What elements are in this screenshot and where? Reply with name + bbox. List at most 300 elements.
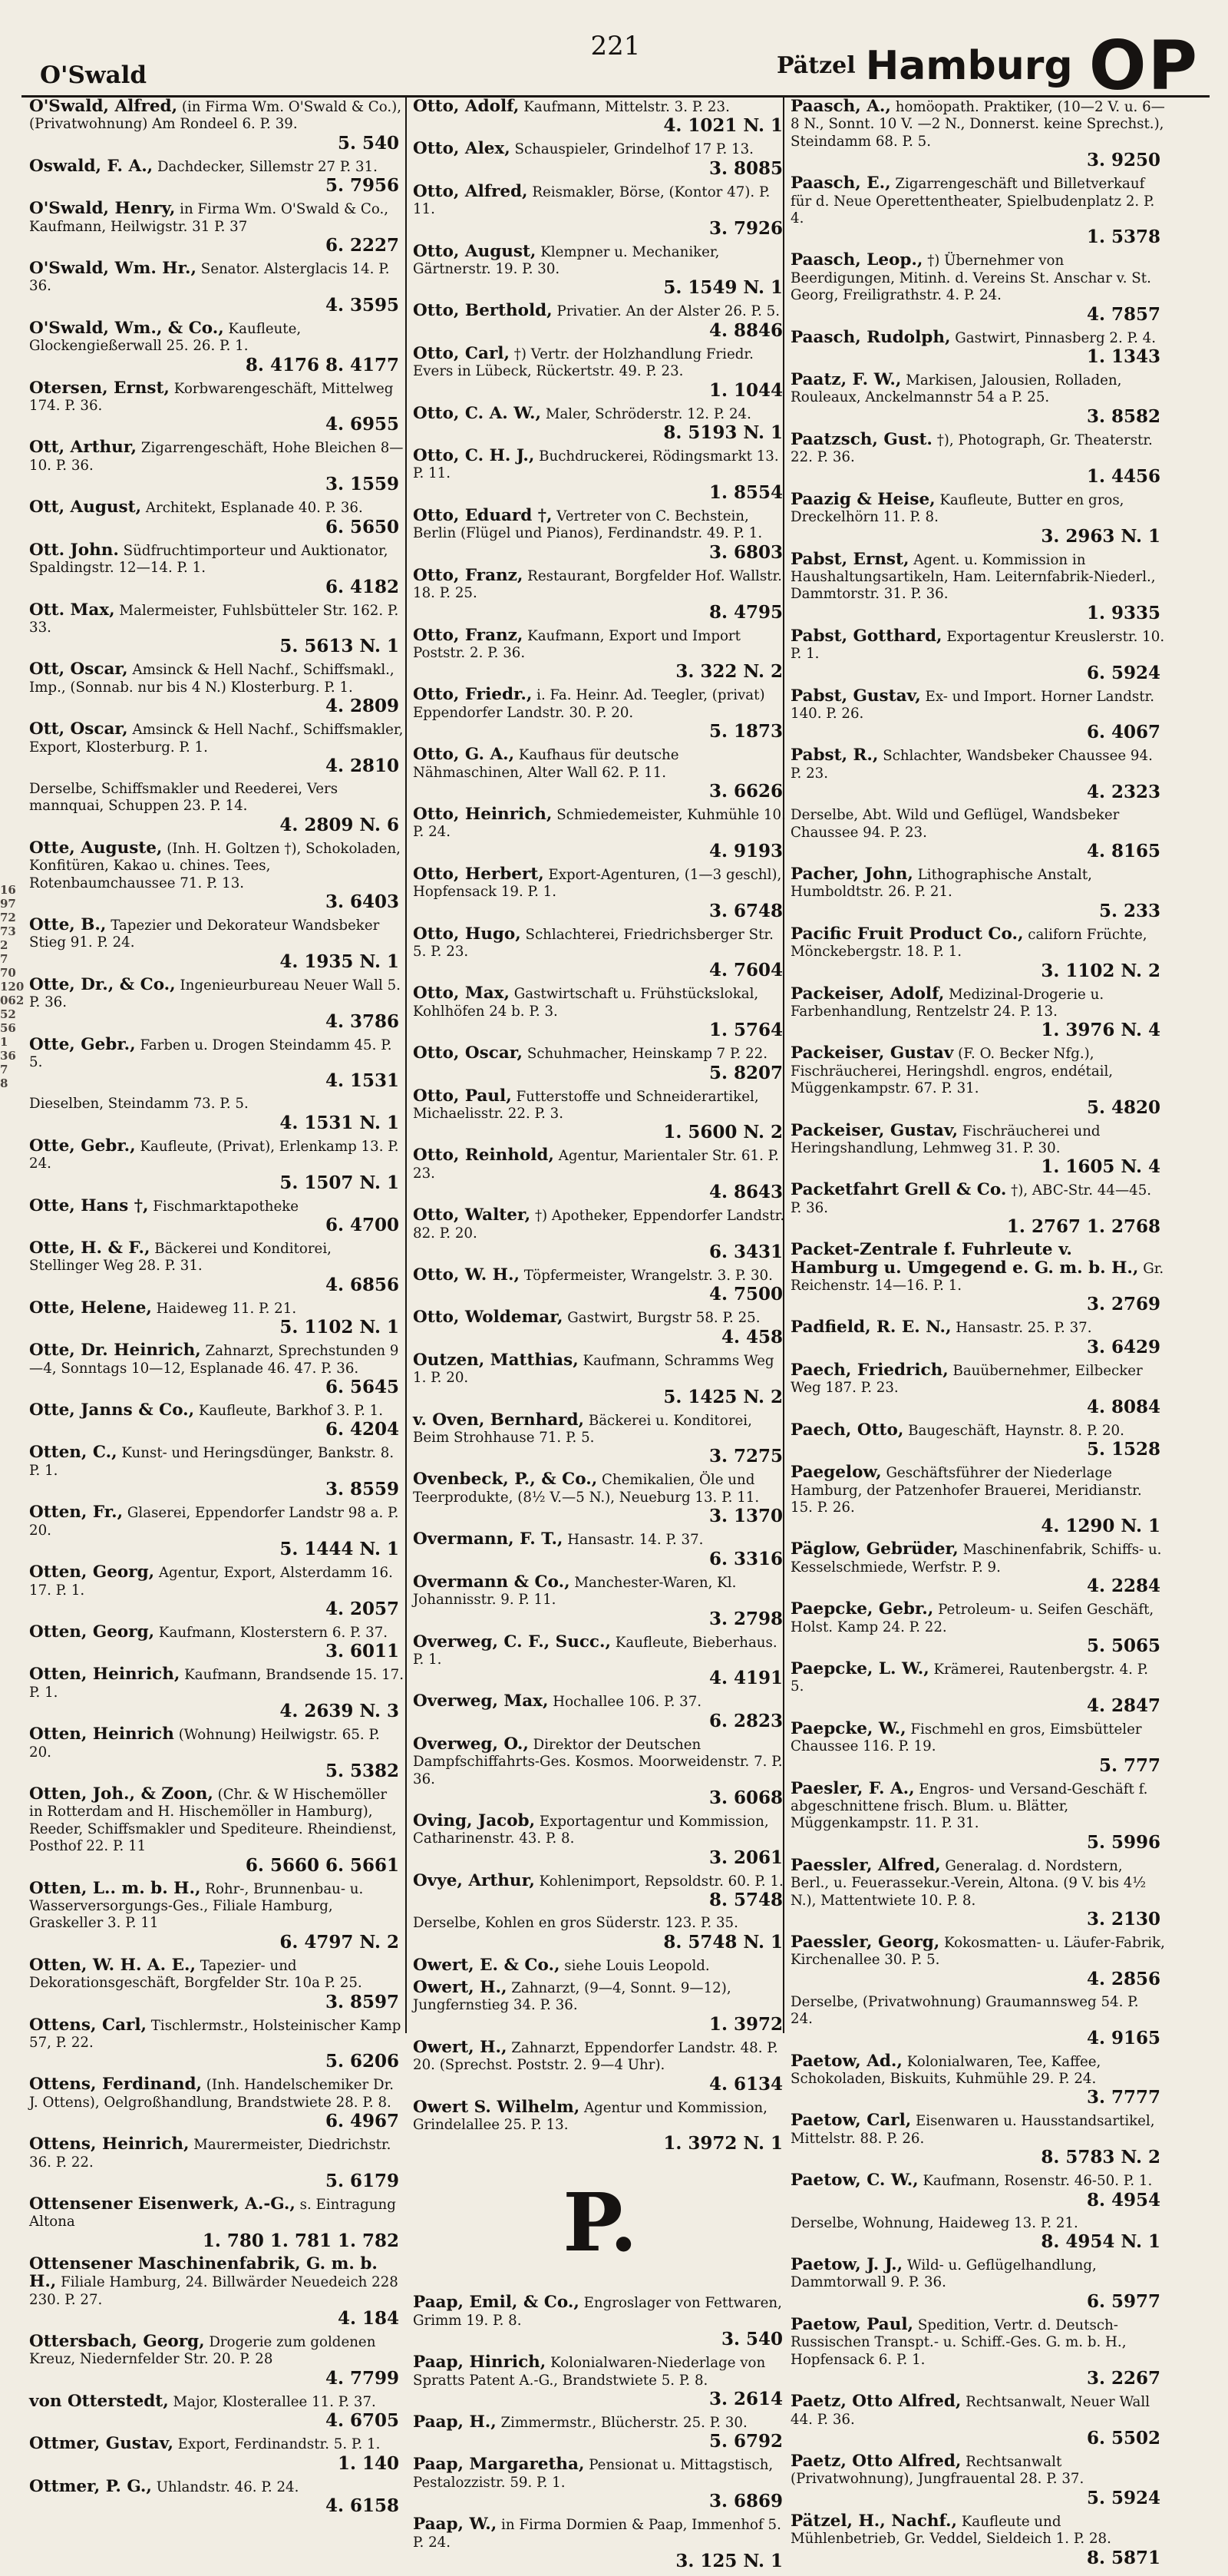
entry-name: Paasch, A.,	[791, 97, 891, 116]
directory-entry	[413, 686, 787, 742]
entry-details: siehe Louis Leopold.	[564, 1957, 710, 1974]
directory-entry	[413, 505, 787, 563]
entry-phone-number: 6. 4700	[325, 1215, 399, 1236]
entry-phone-number: 1. 1605 N. 4	[1041, 1156, 1160, 1178]
entry-phone-number: 5. 5996	[1086, 1831, 1160, 1853]
directory-entry	[791, 252, 1165, 324]
directory-entry	[29, 1786, 404, 1876]
entry-name: Otten, Joh., & Zoon,	[29, 1784, 213, 1804]
entry-name: Owert, H.,	[413, 1977, 507, 1997]
entry-details: Kolonialwaren-Niederlage von Spratts Patent A.-G., Brandstwiete 5. P. 8.	[413, 2355, 766, 2389]
entry-name: Paap, H.,	[413, 2412, 497, 2432]
directory-entry	[413, 985, 787, 1040]
entry-details: Agentur und Kommission, Grindelallee 25. P. 13.	[413, 2099, 768, 2133]
entry-phone-number: 3. 1370	[708, 1506, 783, 1527]
entry-name: Päglow, Gebrüder,	[791, 1539, 959, 1559]
entry-name: Otte, Janns & Co.,	[29, 1400, 195, 1420]
entry-phone-number: 3. 2061	[708, 1847, 783, 1868]
entry-name: Oswald, F. A.,	[29, 156, 154, 176]
entry-name: Overweg, Max,	[413, 1691, 549, 1711]
entry-name: Owert, E. & Co.,	[413, 1955, 560, 1975]
directory-entry	[791, 688, 1165, 743]
directory-entry	[791, 2453, 1165, 2508]
entry-phone-number: 4. 1531 N. 1	[279, 1112, 399, 1133]
directory-entry	[791, 2257, 1165, 2312]
entry-name: Otten, Georg,	[29, 1562, 155, 1582]
entry-details: †) Übernehmer von Beerdigungen, Mitinh. d. Vereins St. Anschar v. St. Georg, Freiligrathstr. 4. P. 24.	[791, 253, 1151, 304]
entry-name: Paetow, C. W.,	[791, 2171, 919, 2191]
entry-name: Overmann, F. T.,	[413, 1529, 563, 1549]
entry-name: Overweg, C. F., Succ.,	[413, 1632, 611, 1652]
directory-entry	[791, 551, 1165, 623]
entry-phone-number: 4. 9165	[1086, 2027, 1160, 2049]
entry-details: Hochallee 106. P. 37.	[553, 1694, 702, 1711]
entry-details: i. Fa. Heinr. Ad. Teegler, (privat) Eppendorfer Landstr. 30. P. 20.	[413, 687, 765, 721]
directory-entry	[29, 542, 404, 597]
running-head-city: Hamburg	[865, 42, 1073, 89]
edge-fragment: 7	[0, 1063, 8, 1076]
directory-entry	[29, 602, 404, 657]
entry-details: Zahnarzt, Eppendorfer Landstr. 48. P. 20. (Sprechst. Poststr. 2. 9—4 Uhr).	[413, 2039, 778, 2074]
directory-entry	[29, 1957, 404, 2012]
directory-entry	[413, 1267, 787, 1305]
entry-details: Derselbe, Wohnung, Haideweg 13. P. 21.	[791, 2214, 1078, 2231]
entry-name: Otte, Dr. Heinrich,	[29, 1341, 201, 1361]
entry-name: Otto, C. A. W.,	[413, 403, 542, 423]
entry-phone-number: 4. 184	[337, 2308, 399, 2330]
entry-name: Otto, Franz,	[413, 565, 523, 585]
directory-entry	[29, 158, 404, 196]
entry-phone-number: 5. 5924	[1086, 2487, 1160, 2508]
running-head-letters: OP	[1088, 26, 1199, 105]
entry-name: Ovye, Arthur,	[413, 1870, 535, 1890]
directory-entry	[413, 1531, 787, 1569]
entry-phone-number: 1. 140	[337, 2452, 399, 2474]
entry-name: Pacific Fruit Product Co.,	[791, 924, 1024, 944]
entry-phone-number: 4. 2810	[325, 755, 399, 776]
entry-name: Otto, Paul,	[413, 1086, 512, 1106]
entry-phone-number: 1. 9335	[1086, 602, 1160, 623]
directory-entry	[413, 1471, 787, 1526]
entry-phone-number: 6. 2823	[708, 1710, 783, 1731]
entry-name: Otto, Reinhold,	[413, 1146, 554, 1166]
edge-fragment: 36	[0, 1049, 16, 1063]
section-letter: P.	[563, 2175, 638, 2270]
directory-entry	[413, 926, 787, 981]
entry-name: Otto, Carl,	[413, 343, 510, 363]
entry-details: Töpfermeister, Wrangelstr. 3. P. 30.	[523, 1268, 773, 1285]
edge-fragment: 1	[0, 1035, 8, 1049]
directory-entry	[791, 1718, 1165, 1776]
entry-phone-number: 3. 1559	[325, 474, 399, 495]
entry-details: †) Apotheker, Eppendorfer Landstr. 82. P. 20.	[413, 1208, 785, 1242]
directory-entry	[413, 2516, 787, 2571]
entry-phone-number: 4. 2284	[1086, 1576, 1160, 1597]
entry-phone-number: 4. 1531	[325, 1070, 399, 1092]
entry-details: Agent. u. Kommission in Haushaltungsartikeln, Ham. Leiternfabrik-Niederl., Dammtorstr. 31. P. 36.	[791, 551, 1156, 603]
entry-name: Ottens, Carl,	[29, 2015, 147, 2035]
entry-phone-number: 3. 7926	[708, 217, 783, 239]
entry-phone-number: 1. 4456	[1086, 465, 1160, 487]
entry-phone-number: 4. 6134	[708, 2073, 783, 2095]
entry-phone-number: 3. 6748	[708, 900, 783, 921]
entry-details: Uhlandstr. 46. P. 24.	[156, 2478, 299, 2495]
entry-details: homöopath. Praktiker, (10—2 V. u. 6—8 N., Sonnt. 10 V. —2 N., Donnerst. keine Sprechst.), Steindamm 68. P. 5.	[791, 99, 1165, 150]
entry-details: Exportagentur Kreuslerstr. 10. P. 1.	[791, 628, 1165, 663]
entry-name: Paap, Hinrich,	[413, 2353, 546, 2373]
entry-name: Otto, Hugo,	[413, 924, 521, 944]
entry-details: Schuhmacher, Heinskamp 7 P. 22.	[527, 1046, 768, 1063]
entry-phone-number: 8. 5748	[708, 1890, 783, 1911]
entry-name: Ott, Oscar,	[29, 660, 128, 680]
entry-details: Schauspieler, Grindelhof 17 P. 13.	[514, 141, 754, 158]
entry-name: Packetfahrt Grell & Co.	[791, 1180, 1007, 1200]
directory-entry	[29, 1300, 404, 1338]
entry-phone-number: 1. 3972 N. 1	[663, 2133, 783, 2154]
entry-phone-number: 5. 1507 N. 1	[279, 1172, 399, 1193]
entry-name: Paetz, Otto Alfred,	[791, 2451, 962, 2471]
entry-phone-number: 8. 4795	[708, 601, 783, 623]
entry-name: Paap, Emil, & Co.,	[413, 2293, 579, 2313]
directory-entry	[413, 806, 787, 861]
directory-entry	[29, 721, 404, 776]
entry-name: Otto, Alex,	[413, 139, 510, 159]
entry-phone-number: 4. 2809 N. 6	[279, 814, 399, 835]
entry-name: Otto, Franz,	[413, 625, 523, 645]
entry-phone-number: 5. 8207	[708, 1062, 783, 1083]
directory-entry	[413, 181, 787, 239]
entry-name: Otto, Oscar,	[413, 1043, 523, 1063]
directory-entry	[413, 2099, 787, 2154]
entry-phone-number: 8. 4176 8. 4177	[245, 354, 399, 375]
entry-name: Paessler, Alfred,	[791, 1855, 941, 1875]
entry-phone-number: 8. 5871	[1086, 2547, 1160, 2568]
entry-phone-number: 8. 4954	[1086, 2189, 1160, 2211]
directory-entry	[29, 974, 404, 1032]
entry-name: v. Oven, Bernhard,	[413, 1410, 585, 1430]
directory-entry	[29, 840, 404, 912]
directory-entry	[413, 303, 787, 340]
entry-name: Otten, Heinrich	[29, 1724, 174, 1744]
directory-entry	[29, 380, 404, 435]
entry-phone-number: 3. 2769	[1086, 1294, 1160, 1315]
entry-phone-number: 4. 1935 N. 1	[279, 951, 399, 972]
entry-phone-number: 4. 2856	[1086, 1968, 1160, 1989]
entry-details: Haideweg 11. P. 21.	[156, 1300, 297, 1317]
edge-fragment: 16	[0, 883, 16, 897]
directory-entry	[413, 866, 787, 921]
entry-details: Kokosmatten- u. Läufer-Fabrik, Kirchenallee 30. P. 5.	[791, 1935, 1165, 1969]
directory-entry	[791, 1857, 1165, 1930]
directory-entry	[791, 2172, 1165, 2210]
entry-phone-number: 4. 3786	[325, 1010, 399, 1032]
entry-name: Ottmer, Gustav,	[29, 2434, 173, 2454]
entry-phone-number: 5. 1873	[708, 721, 783, 742]
entry-details: Derselbe, Kohlen en gros Süderstr. 123. P. 35.	[413, 1915, 738, 1932]
entry-phone-number: 5. 7956	[325, 175, 399, 197]
entry-details: Kolonialwaren, Tee, Kaffee, Schokoladen, Biskuits, Kuhmühle 29. P. 24.	[791, 2053, 1101, 2088]
entry-details: Privatier. An der Alster 26. P. 5.	[556, 303, 780, 320]
directory-entry	[29, 439, 404, 494]
entry-phone-number: 3. 8559	[325, 1479, 399, 1500]
entry-details: Kaufmann, Schramms Weg 1. P. 20.	[413, 1352, 774, 1387]
directory-entry	[29, 914, 404, 972]
directory-entry	[791, 2112, 1165, 2168]
entry-name: O'Swald, Alfred,	[29, 97, 178, 116]
entry-details: Kaufmann, Mittelstr. 3. P. 23.	[523, 99, 730, 115]
entry-name: Otto, Woldemar,	[413, 1308, 563, 1328]
entry-phone-number: 3. 125 N. 1	[675, 2551, 783, 2572]
entry-details: Fischmehl en gros, Eimsbütteler Chaussee 116. P. 19.	[791, 1721, 1142, 1755]
directory-entry	[791, 2513, 1165, 2568]
entry-name: Pabst, Ernst,	[791, 549, 909, 569]
directory-entry	[791, 747, 1165, 802]
entry-phone-number: 4. 2323	[1086, 782, 1160, 803]
entry-phone-number: 6. 4067	[1086, 722, 1160, 743]
entry-phone-number: 1. 3972	[708, 2013, 783, 2035]
entry-name: Overweg, O.,	[413, 1734, 529, 1754]
directory-entry	[29, 1444, 404, 1500]
edge-fragment: 56	[0, 1021, 16, 1035]
directory-entry	[29, 1624, 404, 1662]
entry-phone-number: 3. 2963 N. 1	[1041, 525, 1160, 547]
entry-phone-number: 6. 4204	[325, 1419, 399, 1440]
entry-phone-number: 4. 2847	[1086, 1695, 1160, 1716]
entry-phone-number: 6. 4182	[325, 576, 399, 597]
entry-phone-number: 8. 4954 N. 1	[1041, 2231, 1160, 2253]
directory-entry	[791, 2393, 1165, 2449]
entry-details: Hansastr. 25. P. 37.	[956, 1320, 1092, 1337]
entry-details: Bäckerei u. Konditorei, Beim Strohhause 71. P. 5.	[413, 1412, 752, 1447]
entry-phone-number: 6. 5660 6. 5661	[245, 1854, 399, 1876]
entry-name: von Otterstedt,	[29, 2391, 169, 2411]
bound-edge-fragments	[0, 883, 25, 1090]
entry-name: Otten, Fr.,	[29, 1503, 124, 1523]
entry-name: Paasch, E.,	[791, 174, 891, 193]
entry-details: Gastwirt, Pinnasberg 2. P. 4.	[955, 329, 1156, 346]
entry-details: californ Früchte, Mönckebergstr. 18. P. 1.	[791, 926, 1147, 961]
entry-name: Paetz, Otto Alfred,	[791, 2392, 962, 2412]
column-2	[413, 98, 787, 2576]
entry-name: Owert S. Wilhelm,	[413, 2097, 580, 2117]
directory-entry	[413, 2039, 787, 2095]
entry-details: Vertreter von C. Bechstein, Berlin (Flügel und Pianos), Ferdinandstr. 49. P. 1.	[413, 508, 763, 542]
entry-details: Korbwarengeschäft, Mittelweg 174. P. 36.	[29, 380, 394, 415]
entry-name: Otto, C. H. J.,	[413, 446, 535, 466]
entry-details: Reismakler, Börse, (Kontor 47). P. 11.	[413, 184, 771, 218]
directory-entry	[413, 1088, 787, 1143]
entry-name: Oving, Jacob,	[413, 1810, 536, 1830]
edge-fragment: 7	[0, 952, 8, 966]
entry-phone-number: 4. 7604	[708, 960, 783, 981]
entry-details: Major, Klosterallee 11. P. 37.	[173, 2393, 376, 2410]
directory-entry	[413, 1412, 787, 1467]
entry-details: Kaufmann, Rosenstr. 46-50. P. 1.	[923, 2173, 1153, 2190]
entry-phone-number: 5. 1425 N. 2	[663, 1386, 783, 1407]
entry-details: Petroleum- u. Seifen Geschäft, Holst. Kamp 24. P. 22.	[791, 1602, 1154, 1635]
entry-name: Ottensener Eisenwerk, A.-G.,	[29, 2194, 295, 2214]
entry-details: †) Vertr. der Holzhandlung Friedr. Evers in Lübeck, Rückertstr. 49. P. 23.	[413, 346, 754, 380]
entry-name: Paetow, J. J.,	[791, 2255, 903, 2275]
entry-phone-number: 4. 8084	[1086, 1396, 1160, 1417]
entry-name: Ott, Oscar,	[29, 719, 128, 739]
entry-details: (Inh. H. Goltzen †), Schokoladen, Konfitüren, Kakao u. chines. Tees, Rotenbaumchaussee 71. P. 13.	[29, 840, 401, 891]
entry-name: Ottens, Ferdinand,	[29, 2075, 202, 2095]
entry-phone-number: 4. 6705	[325, 2410, 399, 2432]
directory-entry	[29, 499, 404, 537]
entry-name: O'Swald, Henry,	[29, 199, 176, 219]
entry-details: Derselbe, Schiffsmakler und Reederei, Vers mannquai, Schuppen 23. P. 14.	[29, 780, 338, 815]
directory-entry	[413, 1957, 787, 1975]
entry-details: Fischräucherei und Heringshandlung, Lehmweg 31. P. 30.	[791, 1123, 1101, 1157]
entry-details: Gastwirt, Burgstr 58. P. 25.	[567, 1310, 761, 1327]
entry-name: Otto, Alfred,	[413, 181, 528, 201]
entry-details: Kaufleute, Glockengießerwall 25. 26. P. 1.	[29, 320, 302, 355]
entry-details: Malermeister, Fuhlsbütteler Str. 162. P. 33.	[29, 602, 399, 636]
entry-details: Klempner u. Mechaniker, Gärtnerstr. 19. P. 30.	[413, 243, 720, 278]
entry-name: Packet-Zentrale f. Fuhrleute v. Hamburg u. Umgegend e. G. m. b. H.,	[791, 1240, 1139, 1278]
entry-name: Ottersbach, Georg,	[29, 2332, 205, 2352]
entry-phone-number: 1. 2767 1. 2768	[1006, 1216, 1160, 1238]
directory-entry	[29, 661, 404, 716]
directory-entry	[791, 1120, 1165, 1178]
directory-entry	[791, 1045, 1165, 1117]
entry-details: Zahnarzt, Sprechstunden 9—4, Sonntags 10—12, Esplanade 46. 47. P. 36.	[29, 1343, 399, 1377]
directory-entry	[413, 243, 787, 299]
directory-entry	[29, 781, 404, 835]
entry-phone-number: 1. 5764	[708, 1020, 783, 1041]
entry-phone-number: 3. 2267	[1086, 2368, 1160, 2389]
edge-fragment: 8	[0, 1076, 8, 1090]
directory-entry	[791, 926, 1165, 981]
entry-details: Bauübernehmer, Eilbecker Weg 187. P. 23.	[791, 1362, 1143, 1397]
entry-details: Kaufleute und Mühlenbetrieb, Gr. Veddel, Sieldeich 1. P. 28.	[791, 2513, 1111, 2548]
directory-entry	[791, 2215, 1165, 2252]
directory-entry	[29, 2393, 404, 2431]
entry-details: Tischlermstr., Holsteinischer Kamp 57, P. 22.	[29, 2017, 401, 2051]
entry-details: Pensionat u. Mittagstisch, Pestalozzistr. 59. P. 1.	[413, 2457, 774, 2491]
entry-phone-number: 5. 777	[1098, 1754, 1160, 1776]
entry-details: (Wohnung) Heilwigstr. 65. P. 20.	[29, 1727, 380, 1761]
entry-details: Kaufleute, Bieberhaus. P. 1.	[413, 1634, 777, 1668]
entry-phone-number: 4. 7857	[1086, 303, 1160, 325]
entry-details: Drogerie zum goldenen Kreuz, Niedernfelder Str. 20. P. 28	[29, 2334, 376, 2368]
directory-entry	[791, 1464, 1165, 1536]
entry-name: Paepcke, L. W.,	[791, 1658, 929, 1678]
entry-details: in Firma Dormien & Paap, Immenhof 5. P. 24.	[413, 2517, 781, 2551]
entry-details: Zimmermstr., Blücherstr. 25. P. 30.	[500, 2415, 748, 2432]
directory-entry	[791, 1934, 1165, 1989]
entry-phone-number: 6. 5650	[325, 516, 399, 537]
entry-name: Ott, Arthur,	[29, 438, 137, 458]
entry-name: Packeiser, Gustav	[791, 1043, 954, 1063]
entry-phone-number: 1. 8554	[708, 481, 783, 503]
entry-details: Amsinck & Hell Nachf., Schiffsmakl., Imp., (Sonnab. nur bis 4 N.) Klosterburg. P. 1.	[29, 662, 394, 696]
entry-phone-number: 4. 8165	[1086, 840, 1160, 861]
entry-phone-number: 6. 5502	[1086, 2427, 1160, 2449]
entry-details: Eisenwaren u. Hausstandsartikel, Mittelstr. 88. P. 26.	[791, 2113, 1155, 2147]
entry-name: Paasch, Rudolph,	[791, 327, 951, 347]
entry-details: Kaufleute, Butter en gros, Dreckelhörn 11. P. 8.	[791, 491, 1124, 526]
entry-name: Ott. John.	[29, 540, 119, 560]
entry-details: (in Firma Wm. O'Swald & Co.), (Privatwohnung) Am Rondeel 6. P. 39.	[29, 99, 401, 133]
directory-entry	[791, 2053, 1165, 2108]
entry-phone-number: 5. 1549 N. 1	[663, 277, 783, 299]
directory-entry	[413, 2414, 787, 2452]
entry-details: †), Photograph, Gr. Theaterstr. 22. P. 36.	[791, 432, 1153, 466]
edge-fragment: 120	[0, 980, 25, 994]
page-header	[18, 15, 1213, 105]
entry-phone-number: 6. 5645	[325, 1377, 399, 1398]
entry-details: Senator. Alsterglacis 14. P. 36.	[29, 261, 390, 295]
entry-details: Ingenieurbureau Neuer Wall 5. P. 36.	[29, 977, 401, 1011]
entry-name: Pacher, John,	[791, 864, 913, 884]
entry-details: Filiale Hamburg, 24. Billwärder Neuedeich 228 230. P. 27.	[29, 2274, 398, 2308]
entry-phone-number: 4. 4191	[708, 1668, 783, 1689]
directory-entry	[413, 1736, 787, 1808]
directory-entry	[29, 2478, 404, 2516]
entry-name: Otte, Dr., & Co.,	[29, 974, 176, 994]
entry-name: Ottensener Maschinenfabrik, G. m. b. H.,	[29, 2254, 378, 2292]
entry-phone-number: 3. 8085	[708, 157, 783, 179]
entry-details: Kaufleute, (Privat), Erlenkamp 13. P. 24.	[29, 1138, 399, 1172]
entry-details: Schlachterei, Friedrichsberger Str. 5. P. 23.	[413, 926, 774, 960]
directory-entry	[791, 986, 1165, 1041]
entry-phone-number: 5. 6179	[325, 2171, 399, 2192]
entry-name: Otte, Helene,	[29, 1298, 152, 1318]
entry-phone-number: 1. 3976 N. 4	[1041, 1020, 1160, 1041]
entry-details: Fischmarktapotheke	[153, 1198, 299, 1215]
entry-phone-number: 3. 6803	[708, 541, 783, 563]
entry-phone-number: 1. 1044	[708, 379, 783, 401]
directory-entry	[791, 2316, 1165, 2389]
directory-entry	[413, 98, 787, 136]
entry-details: Gr. Reichenstr. 14—16. P. 1.	[791, 1260, 1164, 1295]
directory-entry	[791, 1362, 1165, 1417]
entry-name: Otte, H. & F.,	[29, 1238, 150, 1258]
entry-phone-number: 6. 2227	[325, 235, 399, 256]
directory-entry	[413, 405, 787, 443]
entry-details: Spedition, Vertr. d. Deutsch-Russischen Transpt.- u. Schiff.-Ges. G. m. b. H., Hopfensack 6. P. 1.	[791, 2316, 1127, 2368]
directory-entry	[413, 1693, 787, 1731]
entry-name: Pabst, Gotthard,	[791, 626, 942, 646]
entry-name: Owert, H.,	[413, 2037, 507, 2057]
directory-entry	[791, 1601, 1165, 1656]
entry-details: Maurermeister, Diedrichstr. 36. P. 22.	[29, 2137, 391, 2171]
entry-phone-number: 5. 1102 N. 1	[279, 1317, 399, 1338]
directory-entry	[29, 1138, 404, 1193]
entry-name: Otto, Adolf,	[413, 97, 520, 116]
entry-details: Krämerei, Rautenbergstr. 4. P. 5.	[791, 1661, 1149, 1695]
entry-details: Glaserei, Eppendorfer Landstr 98 a. P. 20.	[29, 1505, 399, 1539]
entry-details: Tapezier und Dekorateur Wandsbeker Stieg 91. P. 24.	[29, 917, 380, 951]
entry-details: Kunst- und Heringsdünger, Bankstr. 8. P. 1.	[29, 1445, 394, 1479]
entry-name: Otto, August,	[413, 241, 536, 261]
entry-phone-number: 3. 8582	[1086, 405, 1160, 427]
directory-entry	[791, 1778, 1165, 1853]
entry-phone-number: 4. 2639 N. 3	[279, 1701, 399, 1722]
entry-details: Wild- u. Geflügelhandlung, Dammtorwall 9. P. 36.	[791, 2257, 1097, 2291]
directory-entry	[791, 329, 1165, 367]
entry-details: Kaufmann, Export und Import Poststr. 2. P. 36.	[413, 627, 741, 661]
directory-entry	[29, 98, 404, 154]
entry-name: Otto, W. H.,	[413, 1265, 520, 1285]
entry-name: Otte, Gebr.,	[29, 1136, 136, 1156]
entry-name: Otersen, Ernst,	[29, 378, 170, 398]
entry-name: Paessler, Georg,	[791, 1933, 940, 1952]
directory-entry	[413, 1147, 787, 1202]
entry-details: Medizinal-Drogerie u. Farbenhandlung, Rentzelstr 24. P. 13.	[791, 986, 1104, 1020]
